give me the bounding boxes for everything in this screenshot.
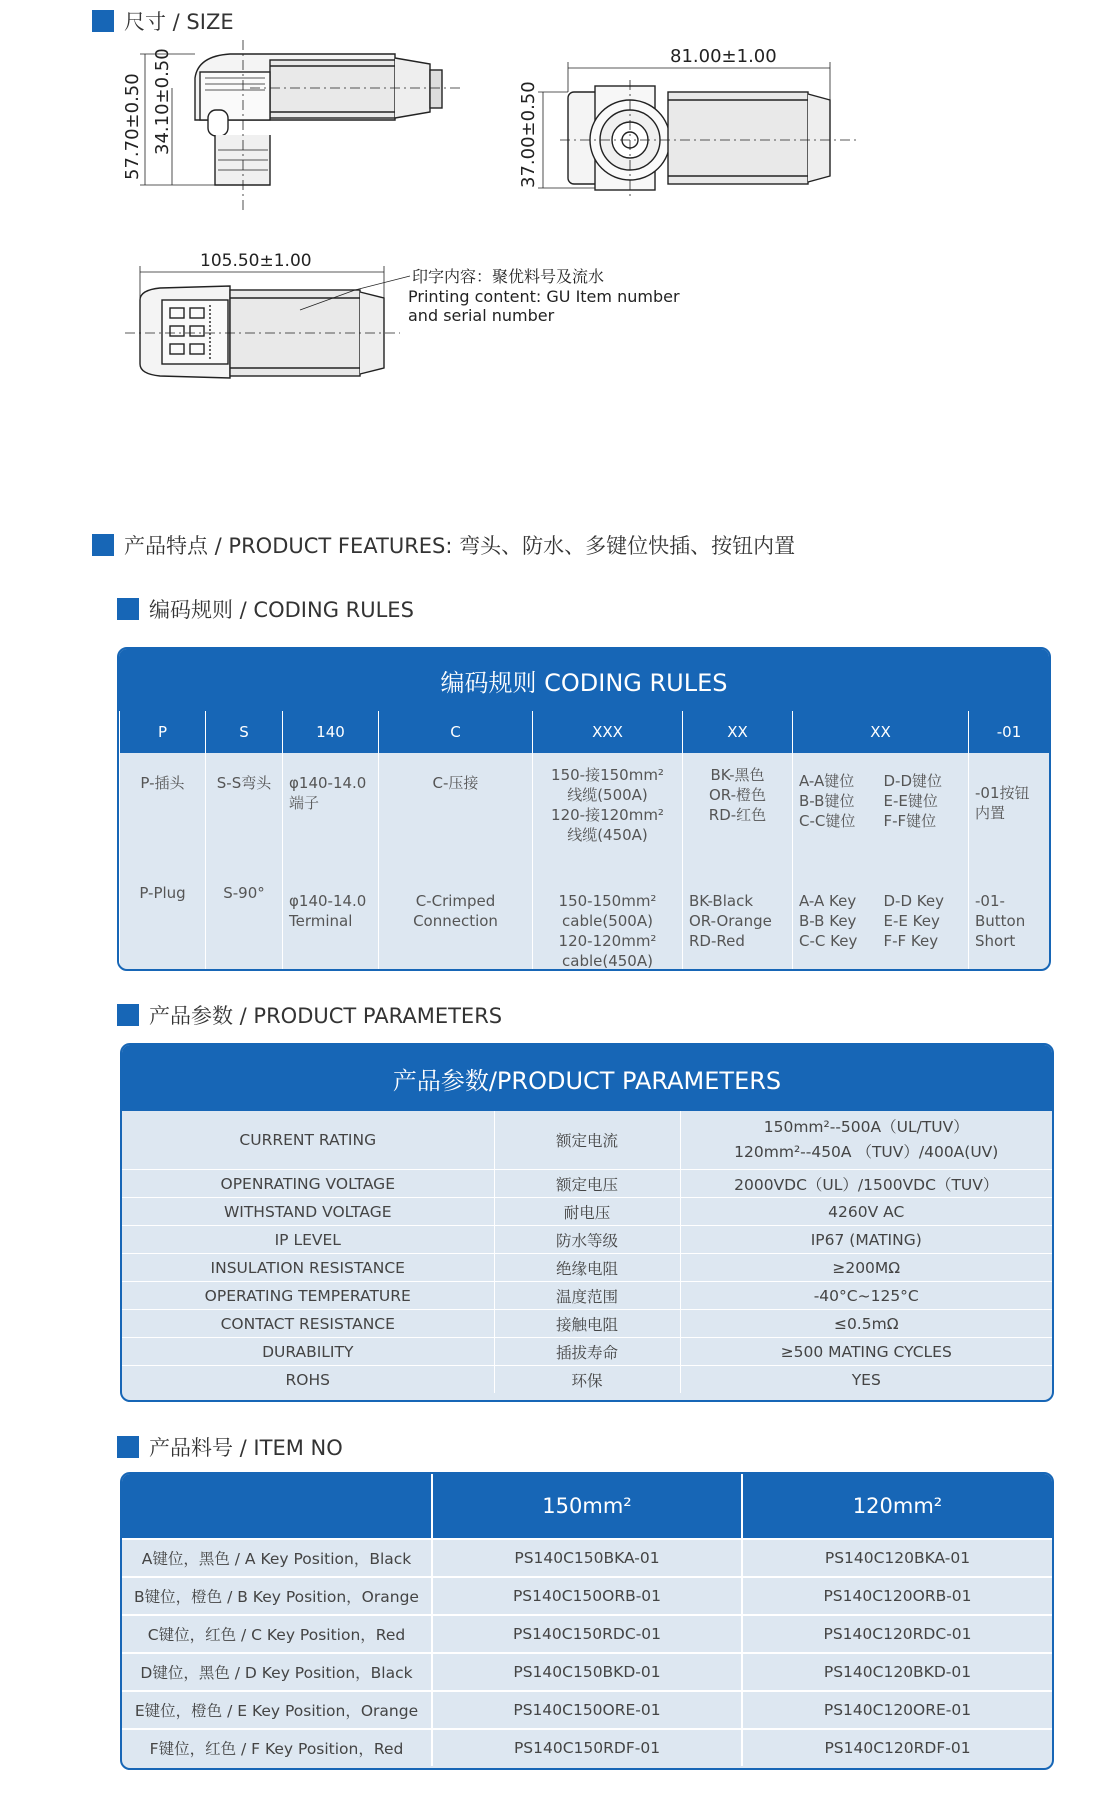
item-no-table (120, 1472, 1054, 1770)
cell-xxx-zh: 150-接150mm² 线缆(500A) 120-接120mm² 线缆(450A) (533, 753, 683, 883)
section-size-heading: 尺寸 / SIZE (92, 6, 234, 36)
print-note-en-1: Printing content: GU Item number (408, 287, 680, 306)
item-header-blank (122, 1474, 432, 1539)
coding-grid (119, 711, 1050, 971)
cell-s-en: S-90° (206, 883, 283, 971)
item-part-150: PS140C150BKD-01 (432, 1653, 742, 1691)
param-row (122, 1111, 1052, 1170)
coding-row-chinese (120, 753, 1050, 883)
header-xx-color: XX (683, 711, 793, 753)
item-desc: A键位，黑色 / A Key Position，Black (122, 1539, 432, 1577)
item-row (122, 1577, 1052, 1615)
cell-key-en: A-A Key D-D Key B-B Key E-E Key C-C Key F-F Key (793, 883, 969, 971)
item-desc: C键位，红色 / C Key Position，Red (122, 1615, 432, 1653)
cell-key-zh: A-A键位 D-D键位 B-B键位 E-E键位 C-C键位 F-F键位 (793, 753, 969, 883)
item-header-row (122, 1474, 1052, 1539)
parameters-table-title: 产品参数/PRODUCT PARAMETERS (122, 1045, 1052, 1111)
print-note-zh: 印字内容：聚优料号及流水 (412, 267, 605, 286)
cell-p-zh: P-插头 (120, 753, 206, 883)
param-row: DURABILITY 插拔寿命 ≥500 MATING CYCLES (122, 1338, 1052, 1366)
cell-xxx-en: 150-150mm² cable(500A) 120-120mm² cable(450A) (533, 883, 683, 971)
item-desc: B键位，橙色 / B Key Position，Orange (122, 1577, 432, 1615)
cell-btn-zh: -01按钮 内置 (969, 753, 1050, 883)
top-view-drawing (125, 266, 410, 378)
front-view-drawing (538, 62, 860, 200)
section-coding-heading: 编码规则 / CODING RULES (117, 594, 414, 624)
dim-height-side: 37.00±0.50 (518, 81, 539, 188)
cell-c-en: C-Crimped Connection (379, 883, 533, 971)
cell-s-zh: S-S弯头 (206, 753, 283, 883)
header-c: C (379, 711, 533, 753)
section-marker-icon (92, 534, 114, 556)
section-marker-icon (117, 1436, 139, 1458)
param-value: 150mm²--500A（UL/TUV） 120mm²--450A （TUV）/400A(UV) (680, 1111, 1052, 1170)
item-part-120: PS140C120RDC-01 (742, 1615, 1052, 1653)
cell-color-zh: BK-黑色 OR-橙色 RD-红色 (683, 753, 793, 883)
header-p: P (120, 711, 206, 753)
item-header-120: 120mm² (742, 1474, 1052, 1539)
coding-header-row (120, 711, 1050, 753)
param-row: CONTACT RESISTANCE 接触电阻 ≤0.5mΩ (122, 1310, 1052, 1338)
dim-width-top: 81.00±1.00 (670, 46, 777, 67)
dim-height-total: 57.70±0.50 (122, 73, 143, 180)
coding-rules-table (117, 647, 1051, 971)
param-row: OPENRATING VOLTAGE 额定电压 2000VDC（UL）/1500VDC（TUV） (122, 1170, 1052, 1198)
item-desc: E键位，橙色 / E Key Position，Orange (122, 1691, 432, 1729)
section-marker-icon (117, 1004, 139, 1026)
section-features-heading: 产品特点 / PRODUCT FEATURES: 弯头、防水、多键位快插、按钮内置 (92, 530, 795, 560)
param-row: IP LEVEL 防水等级 IP67 (MATING) (122, 1226, 1052, 1254)
item-row (122, 1615, 1052, 1653)
cell-color-en: BK-Black OR-Orange RD-Red (683, 883, 793, 971)
param-row: WITHSTAND VOLTAGE 耐电压 4260V AC (122, 1198, 1052, 1226)
section-parameters-heading: 产品参数 / PRODUCT PARAMETERS (117, 1000, 502, 1030)
section-item-no-heading: 产品料号 / ITEM NO (117, 1432, 343, 1462)
item-part-150: PS140C150RDF-01 (432, 1729, 742, 1766)
param-name-zh: 额定电流 (494, 1111, 680, 1170)
cell-spec-en: φ140-14.0 Terminal (283, 883, 379, 971)
item-part-120: PS140C120RDF-01 (824, 1739, 971, 1757)
item-part-120: PS140C120ORE-01 (742, 1691, 1052, 1729)
header-s: S (206, 711, 283, 753)
item-part-120: PS140C120BKD-01 (742, 1653, 1052, 1691)
dim-length-bottom: 105.50±1.00 (200, 251, 312, 271)
item-part-120: PS140C120BKA-01 (742, 1539, 1052, 1577)
param-row: ROHS 环保 YES (122, 1366, 1052, 1394)
cell-btn-en: -01- Button Short (969, 883, 1050, 971)
parameters-table (120, 1043, 1054, 1402)
item-row (122, 1691, 1052, 1729)
side-view-drawing (140, 40, 460, 210)
header-140: 140 (283, 711, 379, 753)
dimension-drawings (0, 0, 1112, 420)
item-row (122, 1729, 1052, 1766)
item-part-150: PS140C150ORE-01 (432, 1691, 742, 1729)
item-desc: D键位，黑色 / D Key Position，Black (122, 1653, 432, 1691)
cell-c-zh: C-压接 (379, 753, 533, 883)
coding-table-title: 编码规则 CODING RULES (119, 649, 1049, 711)
cell-spec-zh: φ140-14.0 端子 (283, 753, 379, 883)
param-name: CURRENT RATING (122, 1111, 494, 1170)
item-part-120: PS140C120ORB-01 (742, 1577, 1052, 1615)
print-note-en-2: and serial number (408, 306, 555, 325)
header-xxx: XXX (533, 711, 683, 753)
section-marker-icon (117, 598, 139, 620)
dim-height-inner: 34.10±0.50 (152, 48, 173, 155)
header-xx-key: XX (793, 711, 969, 753)
param-row: INSULATION RESISTANCE 绝缘电阻 ≥200MΩ (122, 1254, 1052, 1282)
item-no-grid (122, 1474, 1052, 1766)
header-01: -01 (969, 711, 1050, 753)
item-desc: F键位，红色 / F Key Position，Red (122, 1729, 432, 1766)
item-part-150: PS140C150BKA-01 (432, 1539, 742, 1577)
item-part-150: PS140C150RDC-01 (432, 1615, 742, 1653)
cell-p-en: P-Plug (120, 883, 206, 971)
param-row: OPERATING TEMPERATURE 温度范围 -40°C~125°C (122, 1282, 1052, 1310)
item-header-150: 150mm² (432, 1474, 742, 1539)
item-part-150: PS140C150ORB-01 (432, 1577, 742, 1615)
item-row (122, 1539, 1052, 1577)
item-row (122, 1653, 1052, 1691)
parameters-grid (122, 1111, 1052, 1393)
coding-row-english (120, 883, 1050, 971)
